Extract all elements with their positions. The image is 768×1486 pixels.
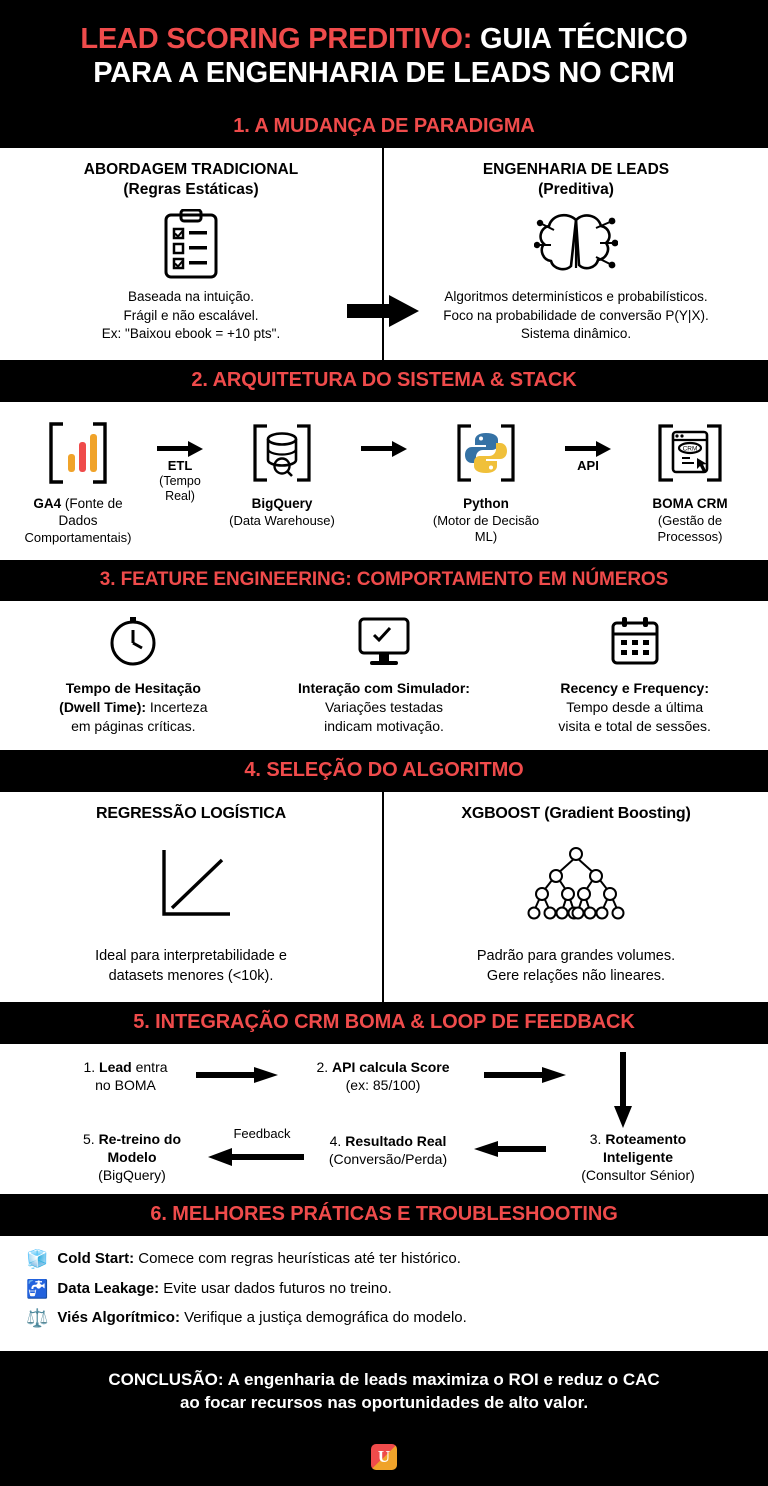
tip-data-leakage-bold: Data Leakage: [57,1279,160,1297]
feature-dwell-time [8,611,259,736]
feature-dwell-bold1: Tempo de Hesitação [65,679,201,696]
stack-node-bigquery [216,414,348,529]
flow-step-2-num: 2. [316,1059,333,1076]
tip-data-leakage-rest: Evite usar dados futuros no treino. [159,1279,392,1297]
conclusion-block [0,1355,768,1431]
feature-dwell-rest: Incerteza [146,698,208,715]
monitor-check-icon [267,611,502,673]
tip-cold-start [26,1248,750,1271]
flow-step-5-num: 5. [82,1131,99,1148]
crm-window-icon [624,414,756,492]
traditional-title-line2: (Regras Estáticas) [123,181,259,199]
svg-text:CRM: CRM [682,445,698,453]
flow-arrow-3-4-icon [474,1140,548,1158]
stack-node-bigquery-sub: (Data Warehouse) [229,512,335,528]
flow-arrow-4-5-icon [206,1148,306,1166]
flow-step-3-num: 3. [589,1131,606,1148]
feature-dwell-bold2: (Dwell Time): [59,698,147,715]
tip-algorithmic-bias-rest: Verifique a justiça demográfica do modelo. [179,1309,467,1327]
flow-step-5-line3: (BigQuery) [98,1167,166,1184]
feature-sim-bold1: Interação com Simulador: [298,679,470,696]
logistic-desc [16,946,366,986]
ai-brain-circuit-icon [400,208,752,282]
conclusion-line2: ao focar recursos nas oportunidades de alto valor. [179,1392,589,1412]
flow-step-3-line3: (Consultor Sénior) [581,1167,695,1184]
arrow-right-icon [361,440,407,456]
balance-scale-icon: ⚖️ [26,1308,49,1329]
logistic-title: REGRESSÃO LOGÍSTICA [96,804,286,822]
tip-algorithmic-bias [26,1307,750,1330]
flow-step-5-bold: Re-treino do [98,1131,182,1148]
connector-api [557,414,619,474]
flow-step-4-num: 4. [329,1133,346,1150]
stack-node-python-sub: (Motor de Decisão ML) [432,512,540,545]
stack-node-ga4-name: GA4 (Fonte de Dados [33,495,123,528]
feature-simulator-text [267,679,502,736]
predictive-desc-line2: Foco na probabilidade de conversão P(Y|X). [443,307,709,323]
brand-logo-icon: U [371,1444,397,1470]
flow-step-4-line2: (Conversão/Perda) [328,1151,448,1168]
predictive-desc [400,288,752,344]
flow-step-5 [52,1130,212,1185]
tip-cold-start-bold: Cold Start: [57,1250,135,1268]
flow-step-3-bold: Roteamento [605,1131,687,1148]
section-1-panel [0,148,768,360]
flow-arrow-down-icon [612,1052,634,1130]
section-4-panel [0,792,768,1002]
clock-icon [16,611,251,673]
xgboost-title: XGBOOST (Gradient Boosting) [461,804,691,822]
footer [0,1430,768,1486]
tip-algorithmic-bias-bold: Viés Algorítmico: [57,1309,180,1327]
lead-engineering-card [384,148,768,360]
section-2-panel [0,402,768,560]
feature-rec-bold1: Recency e Frequency: [560,679,709,696]
flow-step-1-bold: Lead [99,1059,132,1076]
flow-step-1-rest: entra [131,1059,168,1076]
page-title-rest: GUIA TÉCNICO [472,23,688,55]
section-6-band: 6. MELHORES PRÁTICAS E TROUBLESHOOTING [0,1194,768,1236]
flow-arrow-1-2-icon [196,1066,280,1084]
predictive-desc-line1: Algoritmos determinísticos e probabilísticos. [444,289,708,305]
flow-step-4 [300,1132,476,1168]
connector-etl-label: ETL [167,457,193,473]
arrow-right-icon [157,440,203,456]
traditional-desc-line3: Ex: "Baixou ebook = +10 pts". [101,326,281,342]
arrow-right-icon [565,440,611,456]
predictive-title-line2: (Preditiva) [538,181,614,199]
flow-step-1-line2: no BOMA [95,1077,156,1094]
logistic-desc-line1: Ideal para interpretabilidade e [95,948,287,965]
tip-cold-start-text [57,1248,460,1271]
section-3-panel [0,601,768,750]
clipboard-checklist-icon [16,208,366,282]
paradigm-shift-arrow-icon [347,293,421,334]
feature-recency-frequency [509,611,760,736]
flow-step-2 [288,1058,478,1094]
stack-node-ga4 [12,414,144,546]
tip-cold-start-rest: Comece com regras heurísticas até ter histórico. [134,1250,461,1268]
traditional-desc [16,288,366,344]
algorithm-logistic-regression [0,792,384,1002]
predictive-desc-line3: Sistema dinâmico. [520,326,632,342]
traditional-title-line1: ABORDAGEM TRADICIONAL [83,161,299,179]
page-title-line2: PARA A ENGENHARIA DE LEADS NO CRM [93,57,675,90]
bar-chart-analytics-icon [12,414,144,492]
flow-step-3 [548,1130,728,1185]
xgboost-desc [400,946,752,986]
section-6-panel [0,1236,768,1351]
flow-step-5-line2: Modelo [107,1149,157,1166]
stack-node-python-name: Python [463,495,509,511]
traditional-approach-card [0,148,384,360]
python-logo-icon [420,414,552,492]
flow-step-2-line2: (ex: 85/100) [345,1077,421,1094]
flow-arrow-2-3-icon [484,1066,568,1084]
xgboost-desc-line2: Gere relações não lineares. [486,968,666,985]
page-title-accent: LEAD SCORING PREDITIVO: [80,23,473,55]
traditional-desc-line2: Frágil e não escalável. [123,307,259,323]
flow-step-2-bold: API calcula Score [332,1059,450,1076]
traditional-desc-line1: Baseada na intuição. [127,289,255,305]
feature-rec-rest: Tempo desde a última [566,698,704,715]
flow-step-4-bold: Resultado Real [345,1133,447,1150]
predictive-title [400,160,752,200]
tip-data-leakage [26,1278,750,1301]
stack-node-crm-sub: (Gestão de Processos) [657,512,723,545]
stack-node-bigquery-name: BigQuery [251,495,313,511]
database-icon [216,414,348,492]
flow-step-1 [58,1058,193,1094]
feature-dwell-line3: em páginas críticas. [71,717,196,734]
traditional-title [16,160,366,200]
section-5-band: 5. INTEGRAÇÃO CRM BOMA & LOOP DE FEEDBACK [0,1002,768,1044]
connector-etl-sublabel: (Tempo Real) [159,473,201,503]
page-title [18,22,750,90]
section-4-band: 4. SELEÇÃO DO ALGORITMO [0,750,768,792]
section-5-panel [0,1044,768,1194]
conclusion-line1: CONCLUSÃO: A engenharia de leads maximiza o ROI e reduz o CAC [108,1369,660,1389]
tip-data-leakage-text [57,1278,391,1301]
faucet-drip-icon: 🚰 [26,1278,49,1299]
flow-step-3-line2: Inteligente [602,1149,673,1166]
stack-node-python [420,414,552,545]
flow-step-1-num: 1. [83,1059,100,1076]
connector-plain [353,414,415,458]
predictive-title-line1: ENGENHARIA DE LEADS [482,161,670,179]
connector-api-label: API [577,457,599,473]
feature-sim-line3: indicam motivação. [324,717,444,734]
calendar-icon [517,611,752,673]
section-3-band: 3. FEATURE ENGINEERING: COMPORTAMENTO EM NÚMEROS [0,560,768,601]
tip-algorithmic-bias-text [57,1307,466,1330]
feature-sim-rest: Variações testadas [324,698,444,715]
decision-tree-icon [400,832,752,940]
page-header [0,0,768,106]
feature-dwell-time-text [16,679,251,736]
connector-etl [149,414,211,504]
section-2-band: 2. ARQUITETURA DO SISTEMA & STACK [0,360,768,402]
logistic-desc-line2: datasets menores (<10k). [108,968,274,985]
feedback-loop-flow [0,1044,768,1194]
algorithm-xgboost [384,792,768,1002]
stack-node-crm [624,414,756,545]
feature-rec-line3: visita e total de sessões. [558,717,711,734]
line-chart-axis-icon [16,832,366,940]
section-1-band: 1. A MUDANÇA DE PARADIGMA [0,106,768,148]
stack-node-ga4-sub: Comportamentais) [24,529,132,545]
ice-cube-icon: 🧊 [26,1249,49,1270]
stack-node-crm-name: BOMA CRM [652,495,728,511]
feature-simulator [259,611,510,736]
xgboost-desc-line1: Padrão para grandes volumes. [476,948,676,965]
flow-feedback-label: Feedback [233,1126,291,1142]
feature-recency-text [517,679,752,736]
